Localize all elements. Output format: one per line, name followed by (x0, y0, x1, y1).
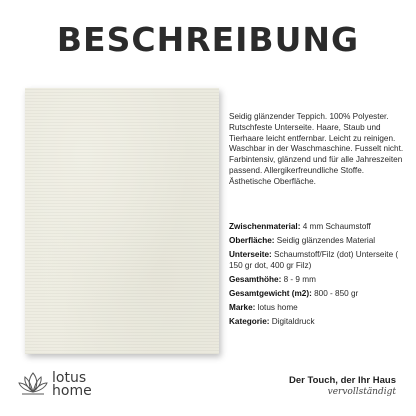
spec-value: 800 - 850 gr (311, 288, 359, 298)
spec-item (229, 289, 411, 300)
rug-product-image (25, 88, 219, 354)
spec-value: Seidig glänzendes Material (274, 235, 376, 245)
spec-label: Marke: (229, 302, 256, 312)
spec-value: Digitaldruck (269, 316, 315, 326)
spec-label: Unterseite: (229, 249, 272, 259)
spec-value: 4 mm Schaumstoff (300, 222, 371, 231)
logo-text-lotus: lotus (52, 370, 87, 386)
spec-item (229, 250, 411, 271)
tagline (289, 375, 396, 397)
logo-text-home: home (52, 383, 92, 399)
spec-value: lotus home (255, 302, 298, 312)
spec-value: Schaumstoff/Filz (dot) Unterseite ( 150 gr dot, 400 gr Filz) (229, 249, 399, 270)
tagline-line2: vervollständigt (327, 387, 396, 397)
spec-label: Zwischenmaterial: (229, 222, 301, 231)
spec-item (229, 236, 411, 247)
page-title: BESCHREIBUNG (56, 20, 360, 59)
brand-logo (16, 368, 116, 404)
spec-label: Kategorie: (229, 316, 270, 326)
lotus-flower-icon (16, 370, 50, 398)
spec-label: Gesamthöhe: (229, 274, 282, 284)
spec-item (229, 222, 411, 233)
spec-label: Oberfläche: (229, 235, 275, 245)
product-description: Seidig glänzender Teppich. 100% Polyester. Rutschfeste Unterseite. Haare, Staub und Tierhaare leicht entfernbar. Leicht zu reinigen. Waschbar in der Waschmaschine. Fusselt nicht. Farbintensiv, glänzend und für alle Jahreszeiten passend. Allergikerfreundliche Stoffe. Ästhetische Oberfläche. (229, 112, 404, 186)
tagline-line1: Der Touch, der Ihr Haus (289, 375, 396, 386)
spec-item (229, 317, 411, 328)
spec-list (229, 222, 411, 330)
spec-label: Gesamtgewicht (m2): (229, 288, 312, 298)
spec-item (229, 275, 411, 286)
spec-item (229, 303, 411, 314)
spec-value: 8 - 9 mm (281, 274, 316, 284)
